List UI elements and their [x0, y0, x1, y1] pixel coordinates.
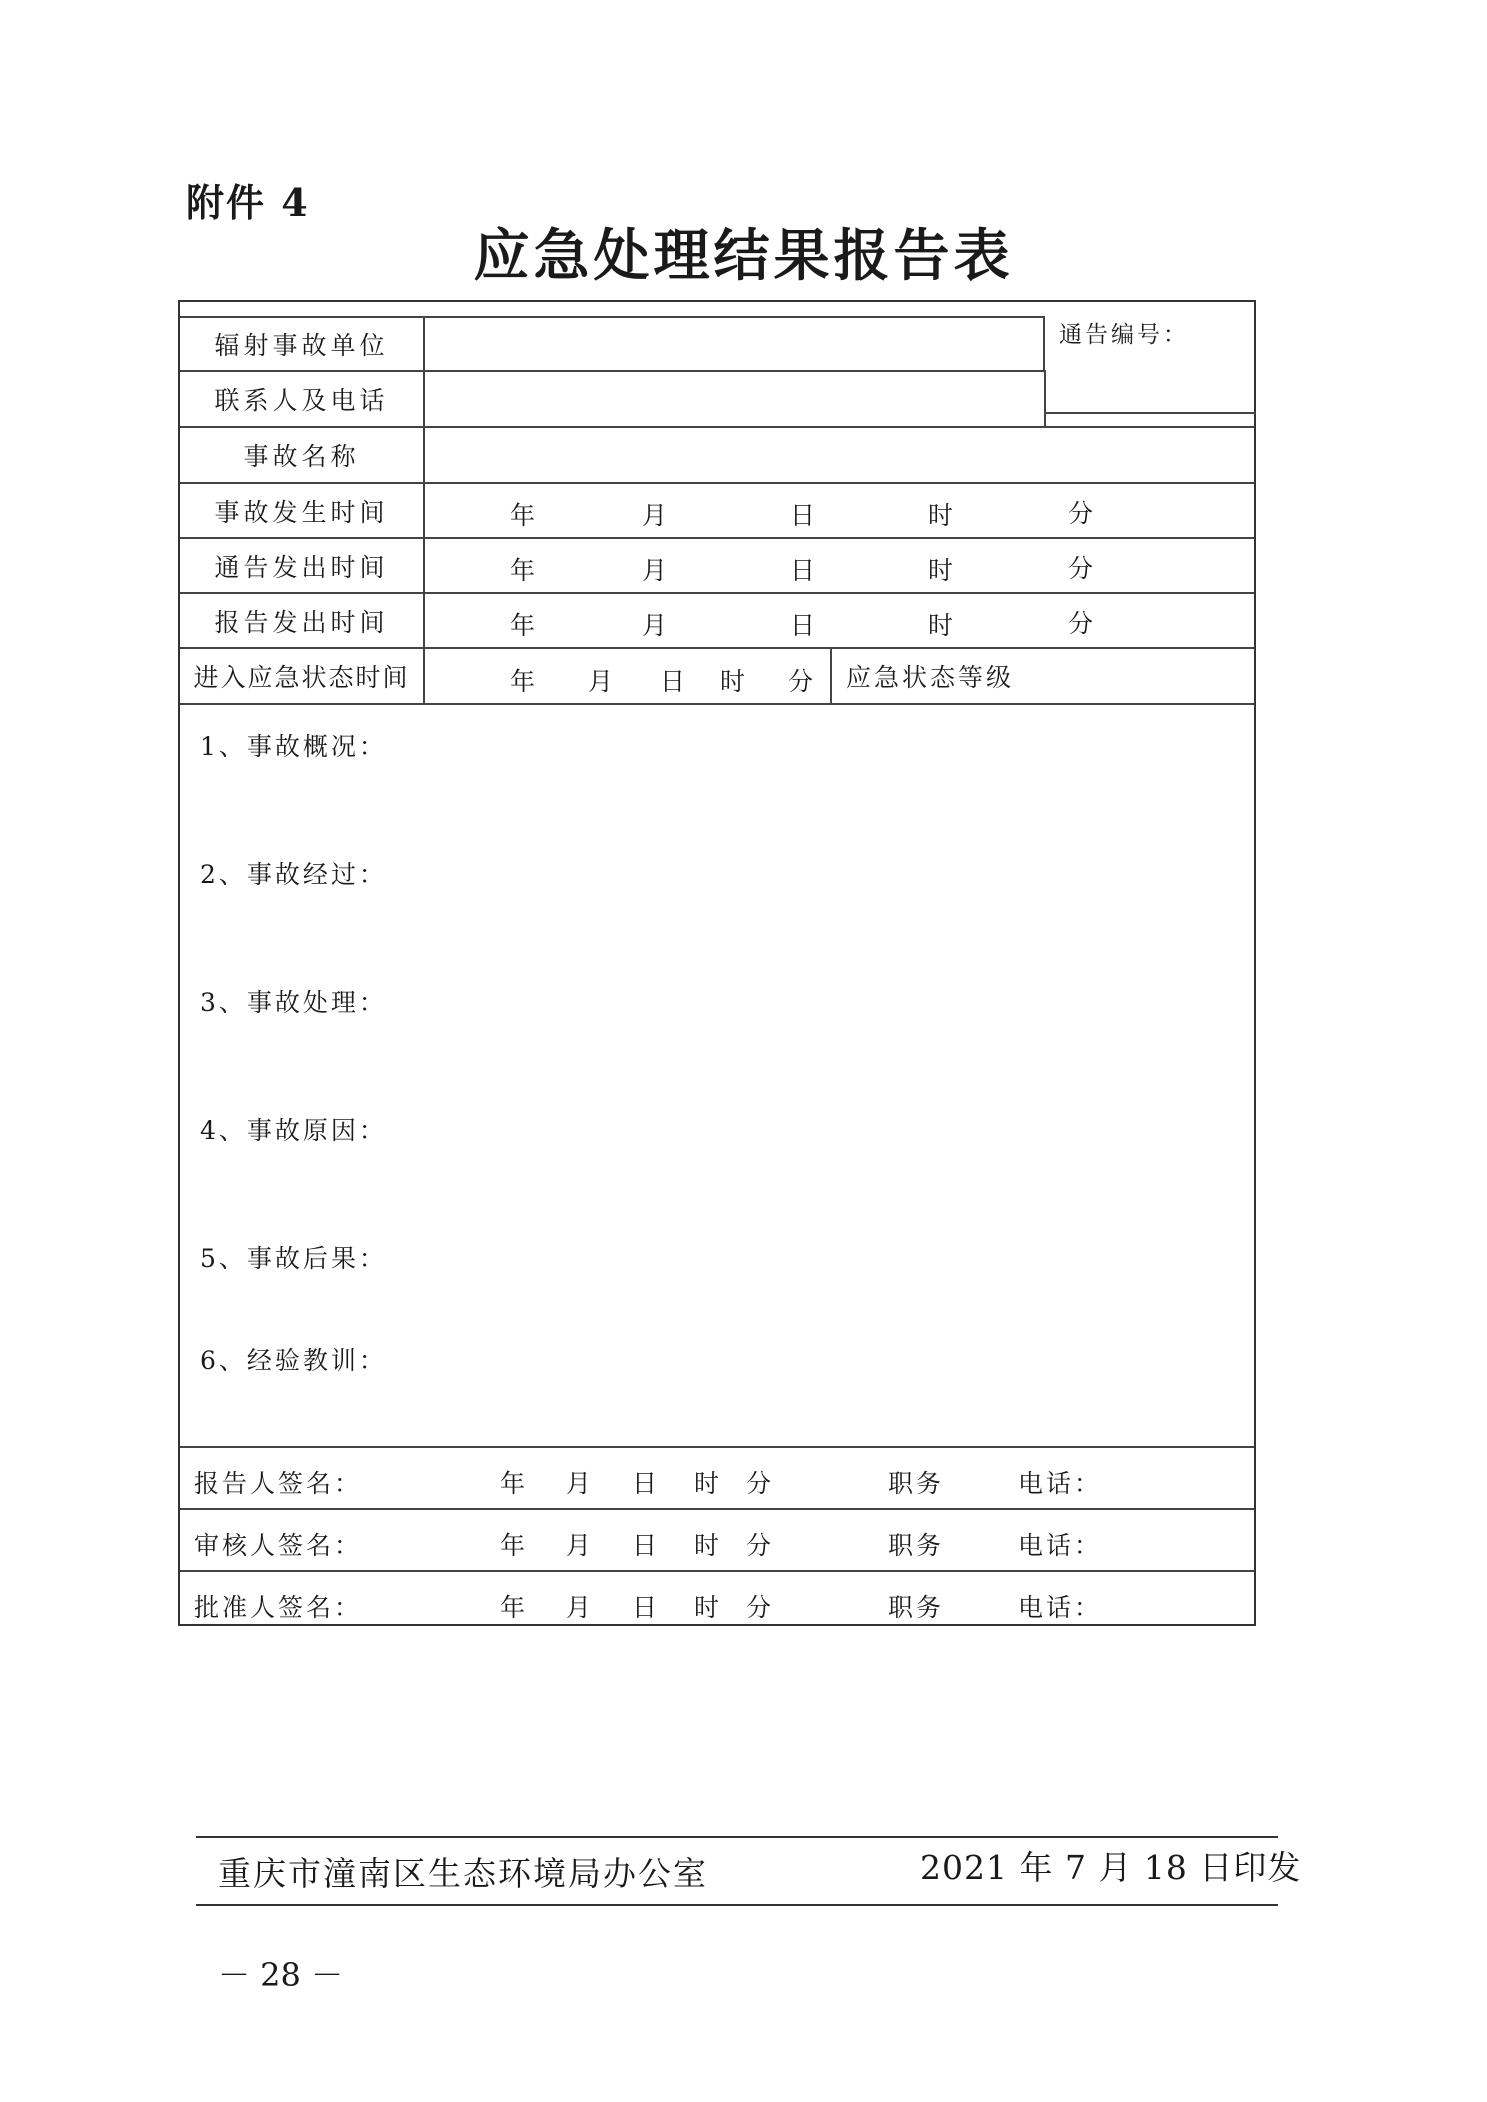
position-label: 职务 — [888, 1469, 945, 1498]
row-notice-time — [180, 537, 1254, 592]
section-lessons: 6、经验教训： — [200, 1346, 387, 1375]
hour-unit: 时 — [928, 501, 954, 530]
hour-unit: 时 — [694, 1469, 723, 1498]
year-unit: 年 — [500, 1593, 529, 1622]
emergency-time-label: 进入应急状态时间 — [180, 649, 425, 703]
month-unit: 月 — [588, 667, 614, 696]
day-unit: 日 — [790, 556, 816, 585]
footer-top-rule — [196, 1836, 1278, 1838]
month-unit: 月 — [566, 1469, 595, 1498]
section-cause: 4、事故原因： — [200, 1116, 387, 1145]
year-unit: 年 — [500, 1469, 529, 1498]
unit-value-field[interactable] — [425, 316, 1045, 370]
month-unit: 月 — [642, 501, 668, 530]
approver-signature-label: 批准人签名： — [194, 1593, 363, 1622]
year-unit: 年 — [510, 501, 536, 530]
reviewer-signature-label: 审核人签名： — [194, 1531, 363, 1560]
hour-unit: 时 — [694, 1593, 723, 1622]
day-unit: 日 — [660, 667, 686, 696]
year-unit: 年 — [510, 611, 536, 640]
minute-unit: 分 — [746, 1469, 775, 1498]
form-title: 应急处理结果报告表 — [473, 223, 1014, 289]
month-unit: 月 — [642, 611, 668, 640]
phone-label: 电话： — [1018, 1531, 1103, 1560]
report-time-label: 报告发出时间 — [180, 594, 425, 647]
month-unit: 月 — [566, 1593, 595, 1622]
accident-name-label: 事故名称 — [180, 428, 425, 482]
accident-details-area[interactable] — [180, 703, 1254, 1446]
minute-unit: 分 — [1068, 609, 1094, 638]
day-unit: 日 — [632, 1469, 661, 1498]
report-form — [178, 300, 1256, 1626]
year-unit: 年 — [510, 667, 536, 696]
notice-number-block[interactable] — [1045, 302, 1256, 414]
reporter-signature-label: 报告人签名： — [194, 1469, 363, 1498]
row-name — [180, 426, 1254, 482]
hour-unit: 时 — [694, 1531, 723, 1560]
month-unit: 月 — [566, 1531, 595, 1560]
day-unit: 日 — [632, 1593, 661, 1622]
phone-label: 电话： — [1018, 1593, 1103, 1622]
hour-unit: 时 — [928, 611, 954, 640]
month-unit: 月 — [642, 556, 668, 585]
section-handling: 3、事故处理： — [200, 988, 387, 1017]
phone-label: 电话： — [1018, 1469, 1103, 1498]
accident-name-field[interactable] — [425, 428, 1255, 482]
position-label: 职务 — [888, 1593, 945, 1622]
signature-row-reviewer[interactable] — [180, 1508, 1254, 1570]
minute-unit: 分 — [1068, 554, 1094, 583]
signature-row-approver[interactable] — [180, 1570, 1254, 1632]
page-number: － 28 － — [218, 1956, 344, 1994]
row-occur-time — [180, 482, 1254, 537]
minute-unit: 分 — [746, 1531, 775, 1560]
notice-time-label: 通告发出时间 — [180, 539, 425, 592]
emergency-level-label: 应急状态等级 — [830, 649, 1255, 703]
day-unit: 日 — [790, 611, 816, 640]
minute-unit: 分 — [1068, 499, 1094, 528]
footer-bottom-rule — [196, 1904, 1278, 1906]
row-contact — [180, 370, 1046, 426]
position-label: 职务 — [888, 1531, 945, 1560]
row-emergency — [180, 647, 1254, 703]
hour-unit: 时 — [720, 667, 746, 696]
notice-number-label: 通告编号： — [1059, 322, 1189, 348]
section-overview: 1、事故概况： — [200, 732, 387, 761]
minute-unit: 分 — [746, 1593, 775, 1622]
section-process: 2、事故经过： — [200, 860, 387, 889]
year-unit: 年 — [510, 556, 536, 585]
signature-row-reporter[interactable] — [180, 1446, 1254, 1508]
contact-value-field[interactable] — [425, 372, 1046, 426]
minute-unit: 分 — [788, 667, 814, 696]
section-consequence: 5、事故后果： — [200, 1244, 387, 1273]
hour-unit: 时 — [928, 556, 954, 585]
row-report-time — [180, 592, 1254, 647]
occur-time-label: 事故发生时间 — [180, 484, 425, 537]
unit-label: 辐射事故单位 — [180, 316, 425, 370]
attachment-label: 附件 4 — [186, 180, 310, 225]
contact-label: 联系人及电话 — [180, 372, 425, 426]
issuer: 重庆市潼南区生态环境局办公室 — [218, 1854, 708, 1893]
day-unit: 日 — [790, 501, 816, 530]
day-unit: 日 — [632, 1531, 661, 1560]
year-unit: 年 — [500, 1531, 529, 1560]
print-date: 2021 年 7 月 18 日印发 — [920, 1848, 1302, 1887]
